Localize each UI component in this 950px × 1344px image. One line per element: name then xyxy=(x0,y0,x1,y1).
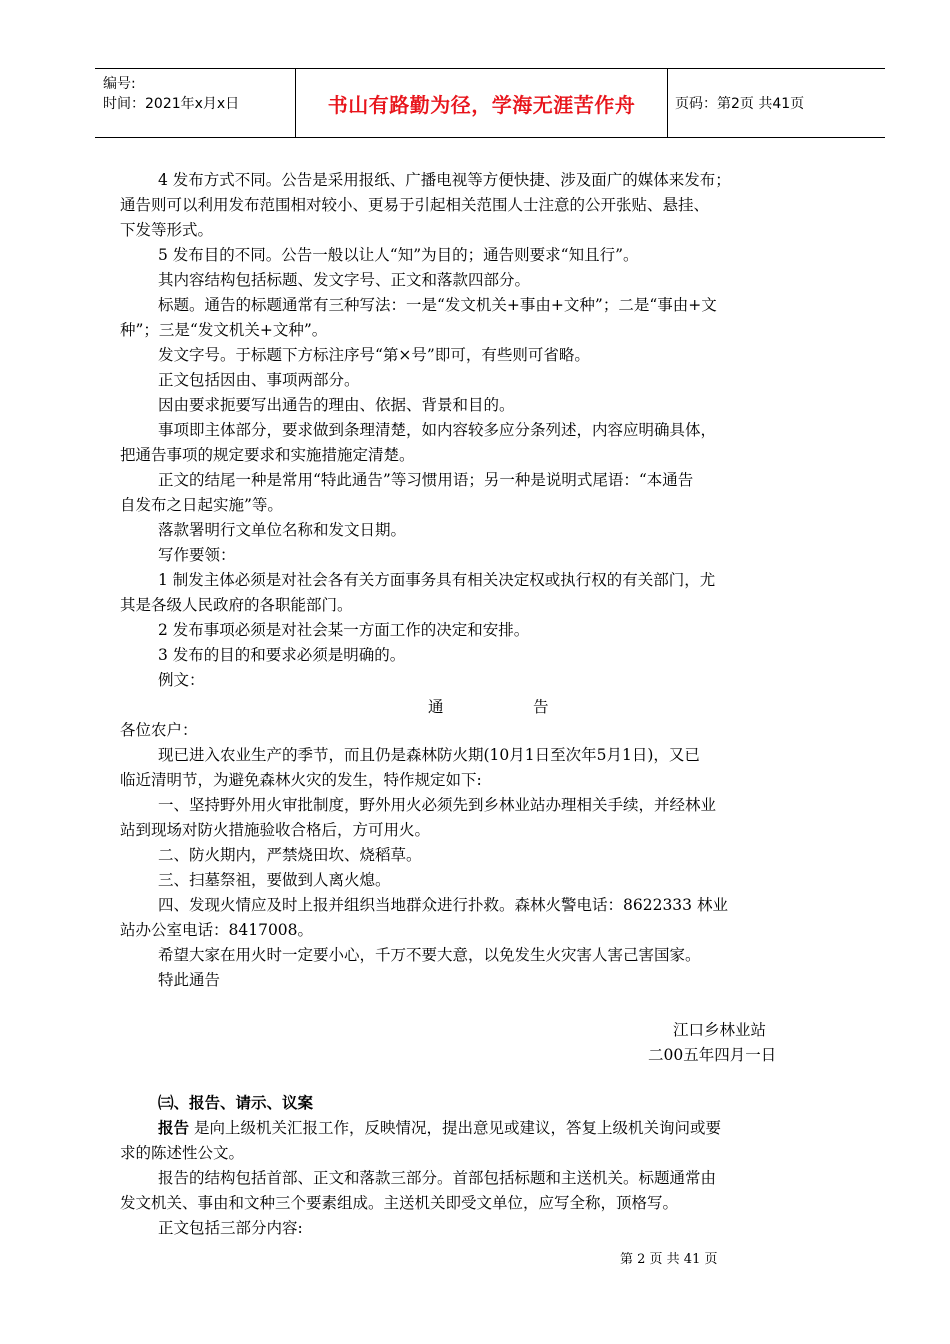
text-line: 三、扫墓祭祖，要做到人离火熄。 xyxy=(158,871,391,889)
page-cell xyxy=(667,69,885,137)
text-line: 把通告事项的规定要求和实施措施定清楚。 xyxy=(120,446,415,464)
text-line: 例文： xyxy=(158,671,205,689)
page-label: 页码：第2页 共41页 xyxy=(675,96,805,112)
text-line: 站到现场对防火措施验收合格后，方可用火。 xyxy=(120,821,431,839)
header-meta-cell xyxy=(95,69,295,137)
text-line: 4 发布方式不同。公告是采用报纸、广播电视等方便快捷、涉及面广的媒体来发布； xyxy=(158,171,731,189)
time-label: 时间：2021年x月x日 xyxy=(103,96,240,112)
text-line: 站办公室电话：8417008。 xyxy=(120,921,314,939)
text-line: 下发等形式。 xyxy=(120,221,214,239)
text-line: 自发布之日起实施”等。 xyxy=(120,496,283,514)
notice-title-char: 告 xyxy=(533,698,549,716)
signature-org: 江口乡林业站 xyxy=(673,1021,767,1039)
text-line: 其内容结构包括标题、发文字号、正文和落款四部分。 xyxy=(158,271,531,289)
text-line: 写作要领： xyxy=(158,546,236,564)
text-line: 一、坚持野外用火审批制度，野外用火必须先到乡林业站办理相关手续，并经林业 xyxy=(158,796,717,814)
text-line: 因由要求扼要写出通告的理由、依据、背景和目的。 xyxy=(158,396,515,414)
motto-cell xyxy=(295,69,668,137)
text-line: 通告则可以利用发布范围相对较小、更易于引起相关范围人士注意的公开张贴、悬挂、 xyxy=(120,196,710,214)
text-line: 事项即主体部分，要求做到条理清楚，如内容较多应分条列述，内容应明确具体， xyxy=(158,421,717,439)
text-line: 现已进入农业生产的季节，而且仍是森林防火期(10月1日至次年5月1日)，又已 xyxy=(158,746,700,764)
text-line xyxy=(158,1118,721,1138)
page-header xyxy=(95,68,885,138)
text-line: 正文的结尾一种是常用“特此通告”等习惯用语；另一种是说明式尾语：“本通告 xyxy=(158,471,694,489)
text-line: 5 发布目的不同。公告一般以让人“知”为目的；通告则要求“知且行”。 xyxy=(158,246,639,264)
section-heading: ㈢、报告、请示、议案 xyxy=(158,1093,314,1112)
text-line: 正文包括因由、事项两部分。 xyxy=(158,371,360,389)
text-line: 1 制发主体必须是对社会各有关方面事务具有相关决定权或执行权的有关部门，尤 xyxy=(158,571,716,589)
text-line: 各位农户： xyxy=(120,721,198,739)
text-line: 2 发布事项必须是对社会某一方面工作的决定和安排。 xyxy=(158,621,530,639)
text-line: 希望大家在用火时一定要小心，千万不要大意，以免发生火灾害人害己害国家。 xyxy=(158,946,701,964)
text-line: 报告的结构包括首部、正文和落款三部分。首部包括标题和主送机关。标题通常由 xyxy=(158,1169,717,1187)
text-line: 正文包括三部分内容: xyxy=(158,1219,303,1237)
text-line: 3 发布的目的和要求必须是明确的。 xyxy=(158,646,406,664)
term-definition: 是向上级机关汇报工作，反映情况，提出意见或建议，答复上级机关询问或要 xyxy=(189,1119,721,1137)
text-line: 临近清明节，为避免森林火灾的发生，特作规定如下: xyxy=(120,771,482,789)
signature-date: 二00五年四月一日 xyxy=(648,1046,777,1064)
text-line: 发文机关、事由和文种三个要素组成。主送机关即受文单位，应写全称，顶格写。 xyxy=(120,1194,679,1212)
page-footer: 第 2 页 共 41 页 xyxy=(620,1252,718,1267)
text-line: 发文字号。于标题下方标注序号“第×号”即可，有些则可省略。 xyxy=(158,346,590,364)
notice-title-char: 通 xyxy=(428,698,444,716)
text-line: 四、发现火情应及时上报并组织当地群众进行扑救。森林火警电话：8622333 林业 xyxy=(158,896,728,914)
text-line: 种”；三是“发文机关+文种”。 xyxy=(120,321,328,339)
text-line: 求的陈述性公文。 xyxy=(120,1144,245,1162)
text-line: 标题。通告的标题通常有三种写法：一是“发文机关+事由+文种”；二是“事由+文 xyxy=(158,296,717,314)
text-line: 特此通告 xyxy=(158,971,221,989)
text-line: 二、防火期内，严禁烧田坎、烧稻草。 xyxy=(158,846,422,864)
number-label: 编号: xyxy=(103,76,136,92)
text-line: 其是各级人民政府的各职能部门。 xyxy=(120,596,353,614)
motto-text: 书山有路勤为径，学海无涯苦作舟 xyxy=(327,92,636,117)
text-line: 落款署明行文单位名称和发文日期。 xyxy=(158,521,407,539)
term-bold: 报告 xyxy=(158,1118,190,1137)
